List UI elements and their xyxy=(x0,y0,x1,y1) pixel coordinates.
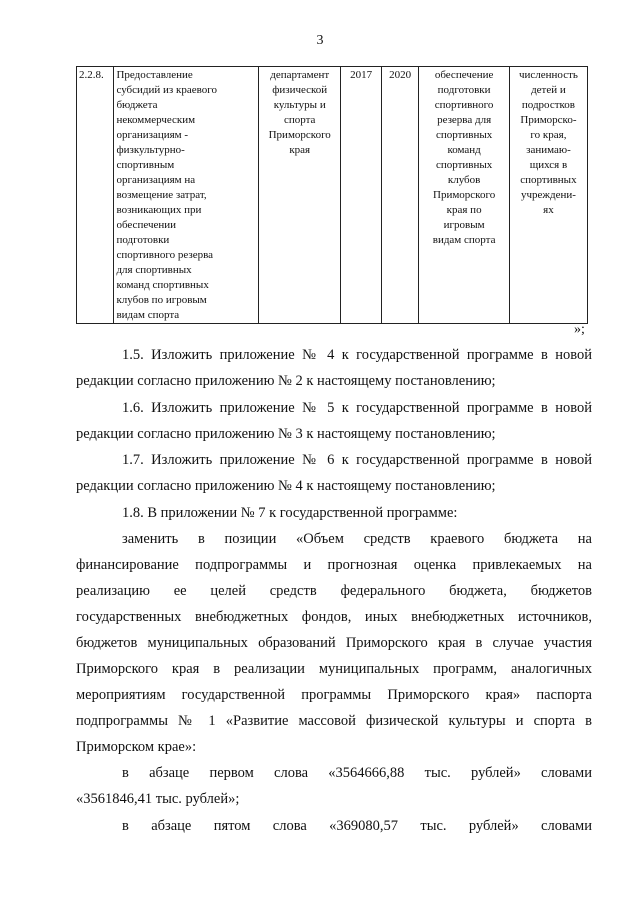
activity-name-line: организациям - xyxy=(116,129,189,141)
paragraph-line: редакции согласно приложению № 2 к настоящему постановлению; xyxy=(76,373,496,389)
expected-result-line: команд xyxy=(447,144,481,156)
paragraph-1-6 xyxy=(76,395,592,447)
expected-result-line: спортивных xyxy=(435,129,493,141)
paragraph-line: в абзаце пятом слова «369080,57 тыс. рублей» словами xyxy=(122,818,592,834)
activity-name-line: для спортивных xyxy=(116,264,192,276)
paragraph-line: 1.5. Изложить приложение № 4 к государственной программе в новой xyxy=(122,347,592,363)
start-year-cell xyxy=(341,67,382,324)
activity-number: 2.2.8. xyxy=(79,69,104,81)
executor-cell xyxy=(259,67,341,324)
paragraph-line: редакции согласно приложению № 3 к настоящему постановлению; xyxy=(76,426,496,442)
start-year: 2017 xyxy=(350,69,373,81)
end-year: 2020 xyxy=(389,69,412,81)
activity-name-line: спортивного резерва xyxy=(116,249,214,261)
activity-name-line: подготовки xyxy=(116,234,170,246)
activity-name-line: видам спорта xyxy=(116,309,180,321)
page-number: 3 xyxy=(316,33,324,48)
activity-name-line: Предоставление xyxy=(116,69,193,81)
paragraph-line: заменить в позиции «Объем средств краевого бюджета на xyxy=(122,531,592,547)
activity-name-line: спортивным xyxy=(116,159,175,171)
activity-name-line: некоммерческим xyxy=(116,114,196,126)
table-row xyxy=(77,67,588,324)
indicator-line: щихся в xyxy=(529,159,568,171)
expected-result-line: клубов xyxy=(447,174,481,186)
paragraph-line: 1.7. Изложить приложение № 6 к государственной программе в новой xyxy=(122,452,592,468)
indicator-line: занимаю- xyxy=(526,144,571,156)
paragraph-line: реализацию ее целей средств федерального бюджета, бюджетов xyxy=(76,583,592,599)
activity-name-line: физкультурно- xyxy=(116,144,185,156)
executor-line: департамент xyxy=(270,69,330,81)
paragraph-replace-position xyxy=(76,526,592,760)
executor-line: края xyxy=(289,144,311,156)
paragraph-line: «3561846,41 тыс. рублей»; xyxy=(76,791,240,807)
indicator-line: го края, xyxy=(530,129,567,141)
paragraph-first-abzac xyxy=(76,760,592,812)
indicator-line: Приморско- xyxy=(520,114,577,126)
activity-name-line: клубов по игровым xyxy=(116,294,207,306)
paragraph-line: мероприятиям государственной программы Приморского края» паспорта xyxy=(76,687,592,703)
paragraph-line: подпрограммы № 1 «Развитие массовой физической культуры и спорта в xyxy=(76,713,592,729)
executor-line: культуры и xyxy=(273,99,326,111)
paragraph-line: редакции согласно приложению № 4 к настоящему постановлению; xyxy=(76,478,496,494)
executor-line: физической xyxy=(272,84,328,96)
indicator-line: детей и xyxy=(531,84,566,96)
paragraph-1-8 xyxy=(76,500,592,526)
program-activities-table xyxy=(76,66,588,324)
expected-result-line: Приморского xyxy=(433,189,496,201)
indicator-line: спортивных xyxy=(520,174,577,186)
paragraph-line: Приморского края в реализации муниципальных программ, аналогичных xyxy=(76,661,592,677)
indicator-line: подростков xyxy=(521,99,575,111)
executor-line: Приморского xyxy=(268,129,331,141)
activity-name-line: команд спортивных xyxy=(116,279,209,291)
expected-result-line: игровым xyxy=(443,219,485,231)
activity-name-line: бюджета xyxy=(116,99,158,111)
paragraph-line: финансирование подпрограммы и прогнозная оценка привлекаемых на xyxy=(76,557,592,573)
paragraph-fifth-abzac xyxy=(76,813,592,839)
paragraph-1-7 xyxy=(76,447,592,499)
indicator-line: ях xyxy=(543,204,554,216)
activity-name-line: организациям на xyxy=(116,174,196,186)
activity-name-line: обеспечении xyxy=(116,219,177,231)
end-year-cell xyxy=(381,67,418,324)
expected-result-line: резерва для xyxy=(437,114,492,126)
indicator-line: численность xyxy=(518,69,578,81)
expected-result-line: края по xyxy=(446,204,482,216)
expected-result-line: спортивных xyxy=(435,159,493,171)
table-closing-quote: »; xyxy=(574,322,585,337)
expected-result-line: обеспечение xyxy=(434,69,494,81)
expected-result-cell xyxy=(419,67,510,324)
activity-name-cell xyxy=(114,67,259,324)
expected-result-line: подготовки xyxy=(437,84,491,96)
activity-name-line: возмещение затрат, xyxy=(116,189,207,201)
paragraph-line: бюджетов муниципальных образований Приморского края в случае участия xyxy=(76,635,592,651)
expected-result-line: видам спорта xyxy=(432,234,496,246)
paragraph-1-5 xyxy=(76,342,592,394)
activity-number-cell xyxy=(77,67,114,324)
indicator-line: учреждени- xyxy=(520,189,576,201)
paragraph-line: Приморском крае»: xyxy=(76,739,197,755)
paragraph-line: 1.8. В приложении № 7 к государственной программе: xyxy=(122,505,458,521)
paragraph-line: 1.6. Изложить приложение № 5 к государственной программе в новой xyxy=(122,400,592,416)
paragraph-line: государственных внебюджетных фондов, иных внебюджетных источников, xyxy=(76,609,592,625)
indicator-cell xyxy=(509,67,587,324)
expected-result-line: спортивного xyxy=(434,99,494,111)
activity-name-line: субсидий из краевого xyxy=(116,84,217,96)
paragraph-line: в абзаце первом слова «3564666,88 тыс. рублей» словами xyxy=(122,765,592,781)
executor-line: спорта xyxy=(283,114,316,126)
activity-name-line: возникающих при xyxy=(116,204,202,216)
